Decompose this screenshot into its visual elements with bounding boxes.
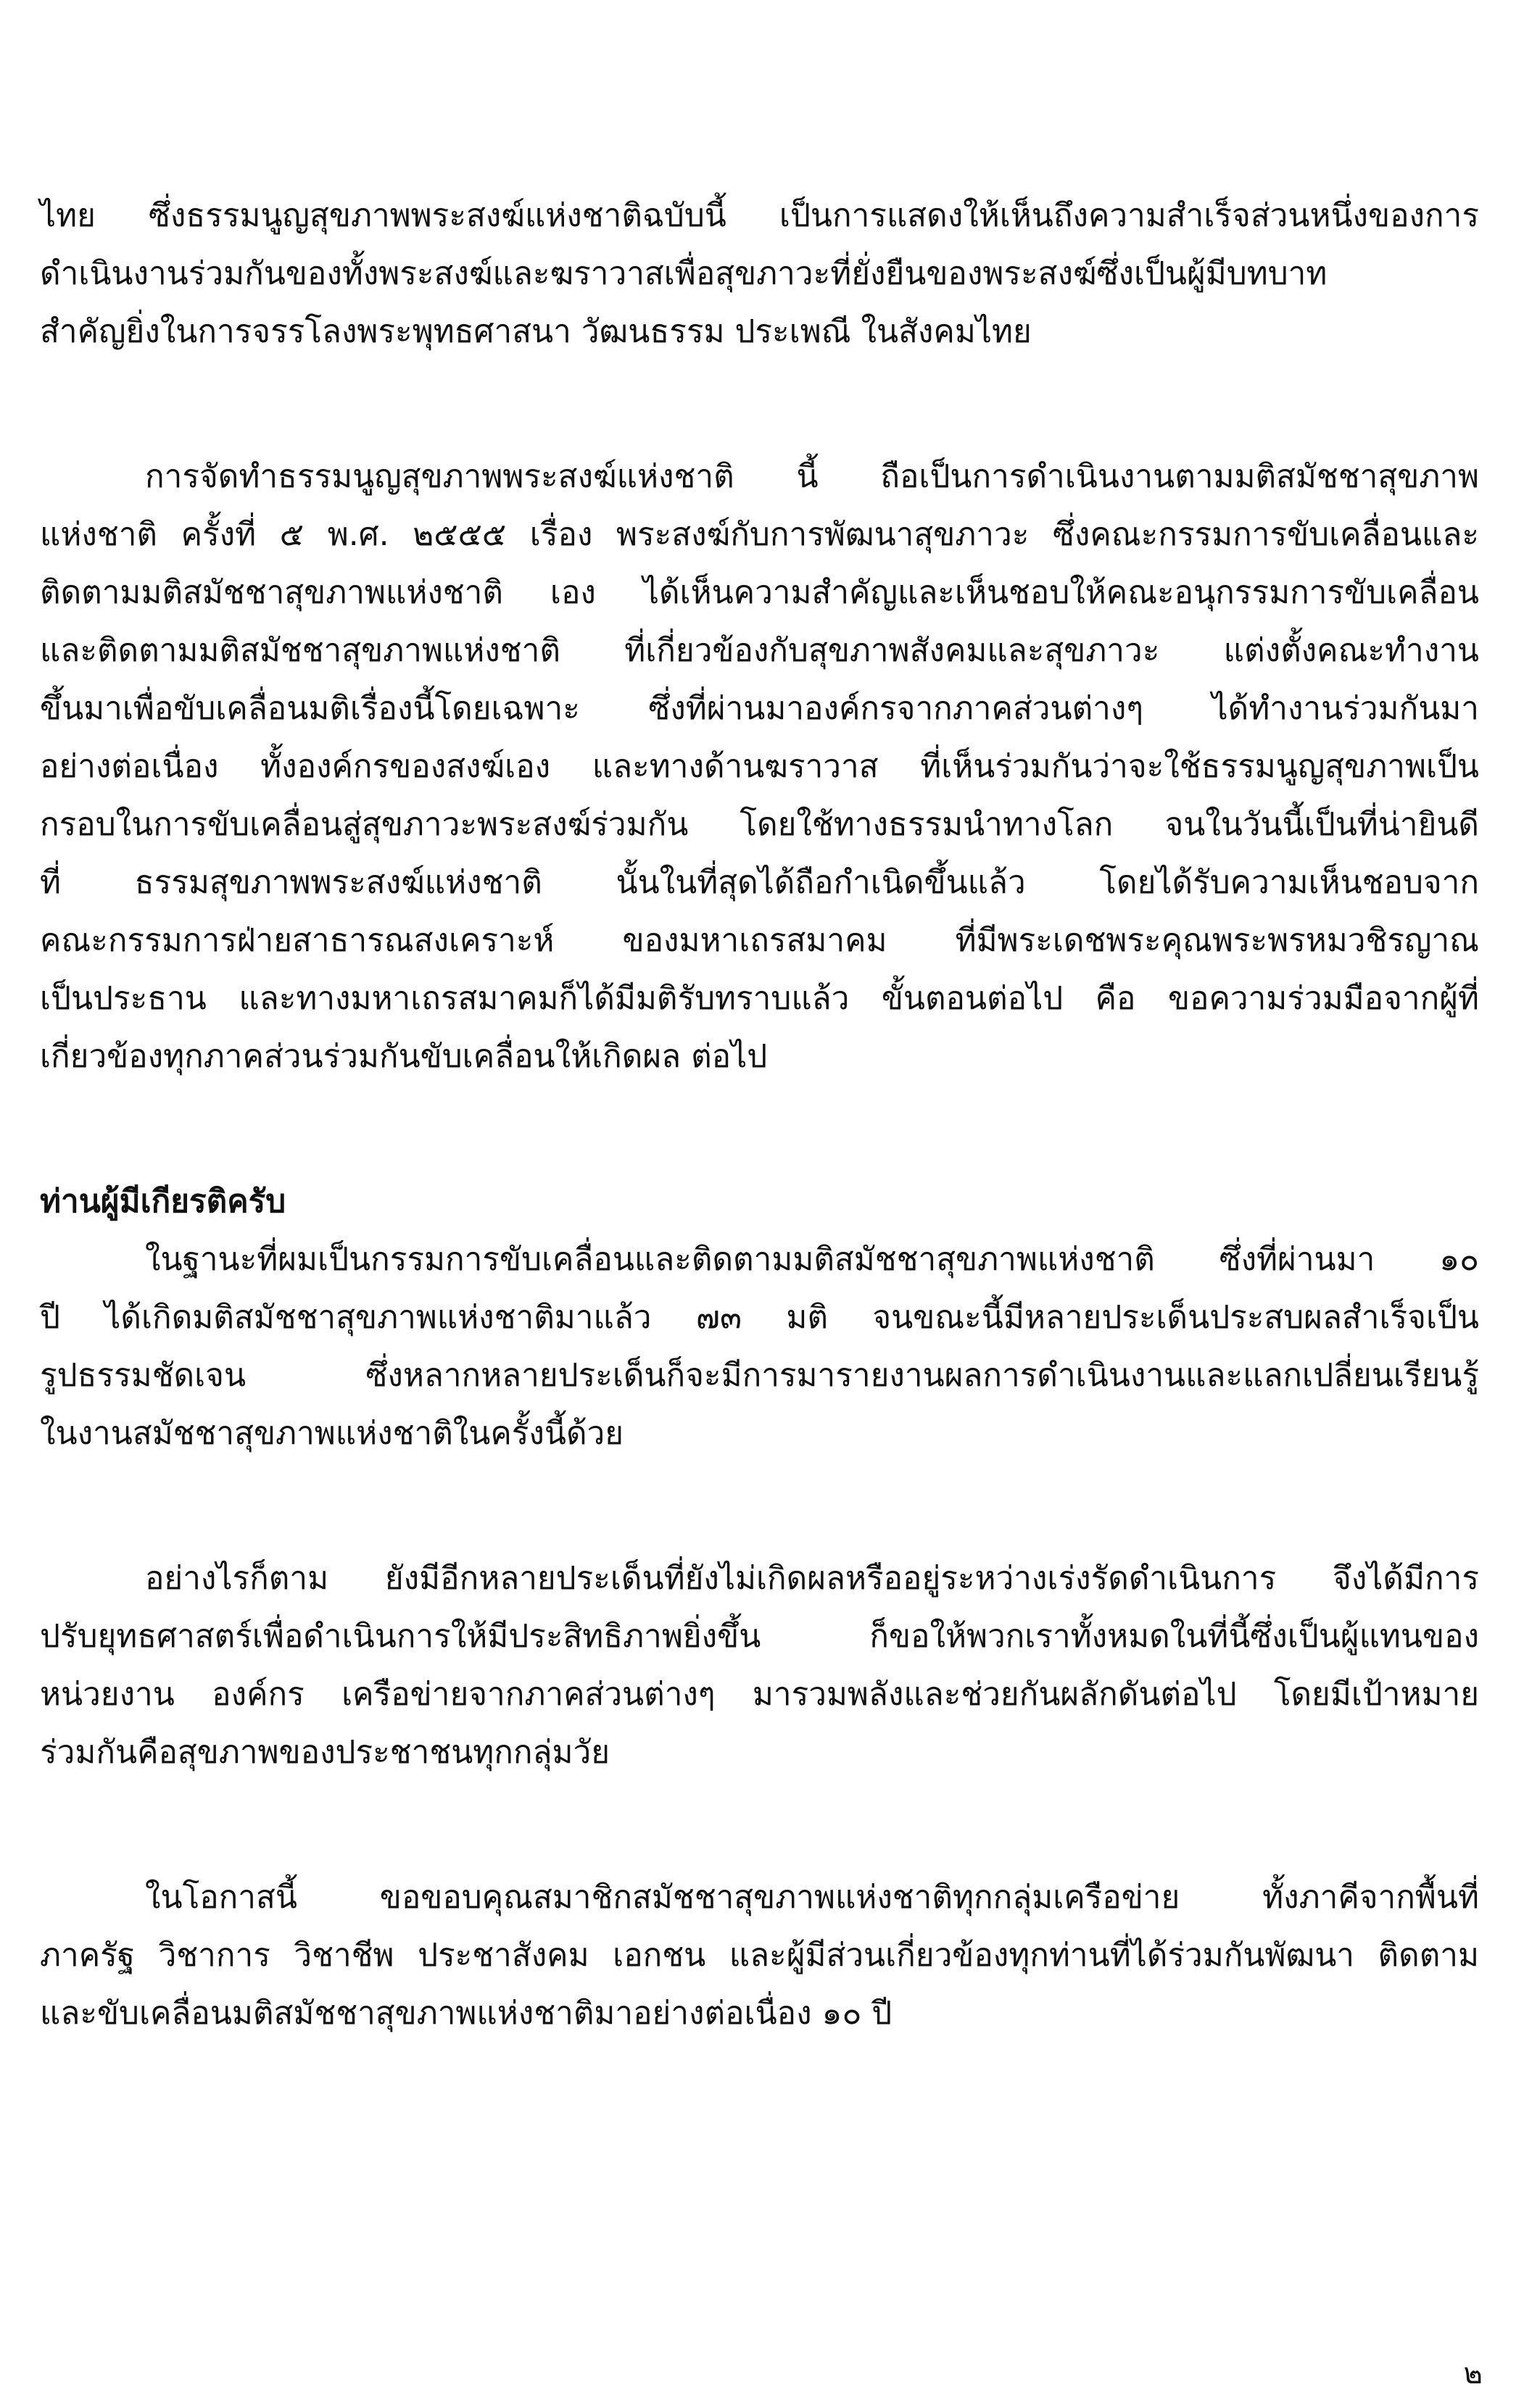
- paragraph-3-line-2: ปี ได้เกิดมติสมัชชาสุขภาพแห่งชาติมาแล้ว ๗๓ มติ จนขณะนี้มีหลายประเด็นประสบผลสำเร็จเป็น: [40, 1299, 1479, 1336]
- section-heading: ท่านผู้มีเกียรติครับ: [40, 1183, 286, 1220]
- paragraph-5-line-2: ภาครัฐ วิชาการ วิชาชีพ ประชาสังคม เอกชน และผู้มีส่วนเกี่ยวข้องทุกท่านที่ได้ร่วมกันพัฒนา ติดตาม: [40, 1937, 1479, 1974]
- paragraph-4-line-4: ร่วมกันคือสุขภาพของประชาชนทุกกลุ่มวัย: [40, 1734, 610, 1771]
- paragraph-2-line-7: กรอบในการขับเคลื่อนสู่สุขภาวะพระสงฆ์ร่วมกัน โดยใช้ทางธรรมนำทางโลก จนในวันนี้เป็นที่น่ายินดี: [40, 806, 1479, 843]
- paragraph-2-line-6: อย่างต่อเนื่อง ทั้งองค์กรของสงฆ์เอง และทางด้านฆราวาส ที่เห็นร่วมกันว่าจะใช้ธรรมนูญสุขภาพเป็น: [40, 748, 1479, 785]
- paragraph-1-line-1: ไทย ซึ่งธรรมนูญสุขภาพพระสงฆ์แห่งชาติฉบับนี้ เป็นการแสดงให้เห็นถึงความสำเร็จส่วนหนึ่งของการ: [40, 197, 1479, 234]
- paragraph-4-line-2: ปรับยุทธศาสตร์เพื่อดำเนินการให้มีประสิทธิภาพยิ่งขึ้น ก็ขอให้พวกเราทั้งหมดในที่นี้ซึ่งเป็นผู้แทนของ: [40, 1618, 1479, 1655]
- paragraph-1-line-2: ดำเนินงานร่วมกันของทั้งพระสงฆ์และฆราวาสเพื่อสุขภาวะที่ยั่งยืนของพระสงฆ์ซึ่งเป็นผู้มีบทบาท: [40, 255, 1328, 292]
- page-number: ๒: [1463, 2357, 1483, 2391]
- paragraph-2-line-11: เกี่ยวข้องทุกภาคส่วนร่วมกันขับเคลื่อนให้เกิดผล ต่อไป: [40, 1038, 768, 1075]
- paragraph-2-line-4: และติดตามมติสมัชชาสุขภาพแห่งชาติ ที่เกี่ยวข้องกับสุขภาพสังคมและสุขภาวะ แต่งตั้งคณะทำงาน: [40, 632, 1479, 669]
- paragraph-2-line-3: ติดตามมติสมัชชาสุขภาพแห่งชาติ เอง ได้เห็นความสำคัญและเห็นชอบให้คณะอนุกรรมการขับเคลื่อน: [40, 574, 1479, 611]
- paragraph-2-line-1: การจัดทำธรรมนูญสุขภาพพระสงฆ์แห่งชาติ นี้ ถือเป็นการดำเนินงานตามมติสมัชชาสุขภาพ: [145, 458, 1479, 495]
- paragraph-4-line-1: อย่างไรก็ตาม ยังมีอีกหลายประเด็นที่ยังไม่เกิดผลหรืออยู่ระหว่างเร่งรัดดำเนินการ จึงได้มีการ: [145, 1560, 1479, 1597]
- paragraph-1-line-3: สำคัญยิ่งในการจรรโลงพระพุทธศาสนา วัฒนธรรม ประเพณี ในสังคมไทย: [40, 313, 1032, 350]
- paragraph-2-line-5: ขึ้นมาเพื่อขับเคลื่อนมติเรื่องนี้โดยเฉพาะ ซึ่งที่ผ่านมาองค์กรจากภาคส่วนต่างๆ ได้ทำงานร่วมกันมา: [40, 690, 1479, 727]
- paragraph-2-line-2: แห่งชาติ ครั้งที่ ๕ พ.ศ. ๒๕๕๕ เรื่อง พระสงฆ์กับการพัฒนาสุขภาวะ ซึ่งคณะกรรมการขับเคลื่อนและ: [40, 516, 1479, 553]
- paragraph-5-line-3: และขับเคลื่อนมติสมัชชาสุขภาพแห่งชาติมาอย่างต่อเนื่อง ๑๐ ปี: [40, 1995, 893, 2032]
- paragraph-5-line-1: ในโอกาสนี้ ขอขอบคุณสมาชิกสมัชชาสุขภาพแห่งชาติทุกกลุ่มเครือข่าย ทั้งภาคีจากพื้นที่: [145, 1879, 1479, 1916]
- paragraph-3-line-1: ในฐานะที่ผมเป็นกรรมการขับเคลื่อนและติดตามมติสมัชชาสุขภาพแห่งชาติ ซึ่งที่ผ่านมา ๑๐: [145, 1241, 1479, 1278]
- paragraph-4-line-3: หน่วยงาน องค์กร เครือข่ายจากภาคส่วนต่างๆ มารวมพลังและช่วยกันผลักดันต่อไป โดยมีเป้าหมาย: [40, 1676, 1479, 1713]
- paragraph-3-line-3: รูปธรรมชัดเจน ซึ่งหลากหลายประเด็นก็จะมีการมารายงานผลการดำเนินงานและแลกเปลี่ยนเรียนรู้: [40, 1357, 1479, 1394]
- paragraph-2-line-9: คณะกรรมการฝ่ายสาธารณสงเคราะห์ ของมหาเถรสมาคม ที่มีพระเดชพระคุณพระพรหมวชิรญาณ: [40, 922, 1479, 959]
- paragraph-2-line-8: ที่ ธรรมสุขภาพพระสงฆ์แห่งชาติ นั้นในที่สุดได้ถือกำเนิดขึ้นแล้ว โดยได้รับความเห็นชอบจาก: [40, 864, 1479, 901]
- paragraph-2-line-10: เป็นประธาน และทางมหาเถรสมาคมก็ได้มีมติรับทราบแล้ว ขั้นตอนต่อไป คือ ขอความร่วมมือจากผู้ที่: [40, 980, 1479, 1017]
- paragraph-3-line-4: ในงานสมัชชาสุขภาพแห่งชาติในครั้งนี้ด้วย: [40, 1415, 624, 1452]
